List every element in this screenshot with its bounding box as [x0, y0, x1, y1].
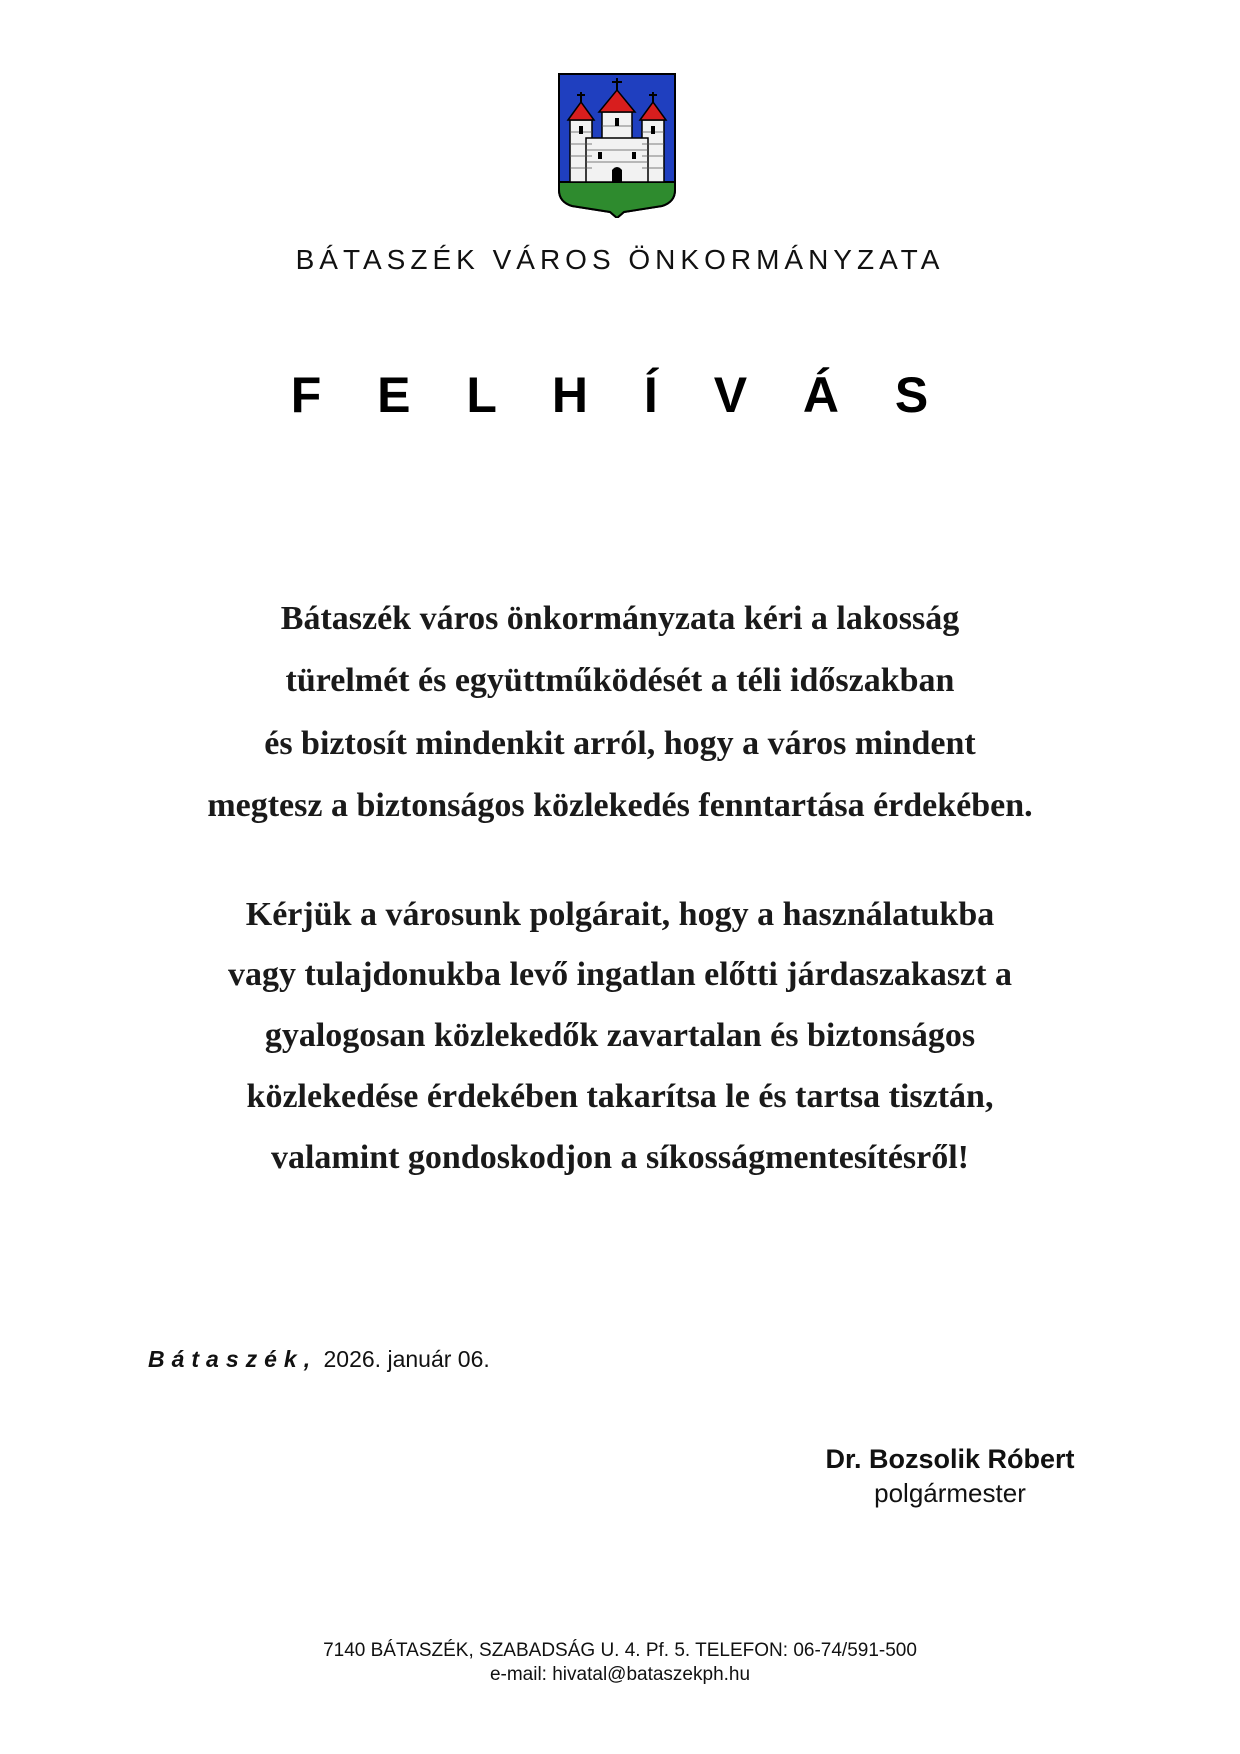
body-paragraph-2-line-2: vagy tulajdonukba levő ingatlan előtti járdaszakaszt a [228, 956, 1012, 993]
page-title: F E L H Í V Á S [290, 367, 950, 423]
body-paragraph-2-line-1: Kérjük a városunk polgárait, hogy a használatukba [245, 896, 995, 933]
date-text: 2026. január 06. [317, 1346, 490, 1372]
footer-email: e-mail: hivatal@bataszekph.hu [489, 1664, 751, 1685]
signer-name: Dr. Bozsolik Róbert [825, 1444, 1075, 1474]
organization-name: BÁTASZÉK VÁROS ÖNKORMÁNYZATA [295, 244, 945, 275]
date-city: Bátaszék, [148, 1346, 318, 1372]
date-line [148, 1346, 490, 1373]
coat-of-arms-icon [556, 72, 678, 218]
body-paragraph-2-line-4: közlekedése érdekében takarítsa le és tartsa tisztán, [246, 1078, 994, 1115]
signer-role: polgármester [874, 1478, 1026, 1508]
body-paragraph-1-line-3: és biztosít mindenkit arról, hogy a város mindent [264, 725, 976, 762]
body-paragraph-2-line-5: valamint gondoskodjon a síkosságmentesítésről! [270, 1139, 969, 1176]
body-paragraph-1-line-2: türelmét és együttműködését a téli időszakban [285, 662, 955, 699]
footer-address: 7140 BÁTASZÉK, SZABADSÁG U. 4. Pf. 5. TELEFON: 06-74/591-500 [323, 1640, 917, 1661]
body-paragraph-2-line-3: gyalogosan közlekedők zavartalan és biztonságos [264, 1017, 976, 1054]
body-paragraph-1-line-1: Bátaszék város önkormányzata kéri a lakosság [280, 600, 960, 637]
body-paragraph-1-line-4: megtesz a biztonságos közlekedés fenntartása érdekében. [207, 787, 1033, 824]
